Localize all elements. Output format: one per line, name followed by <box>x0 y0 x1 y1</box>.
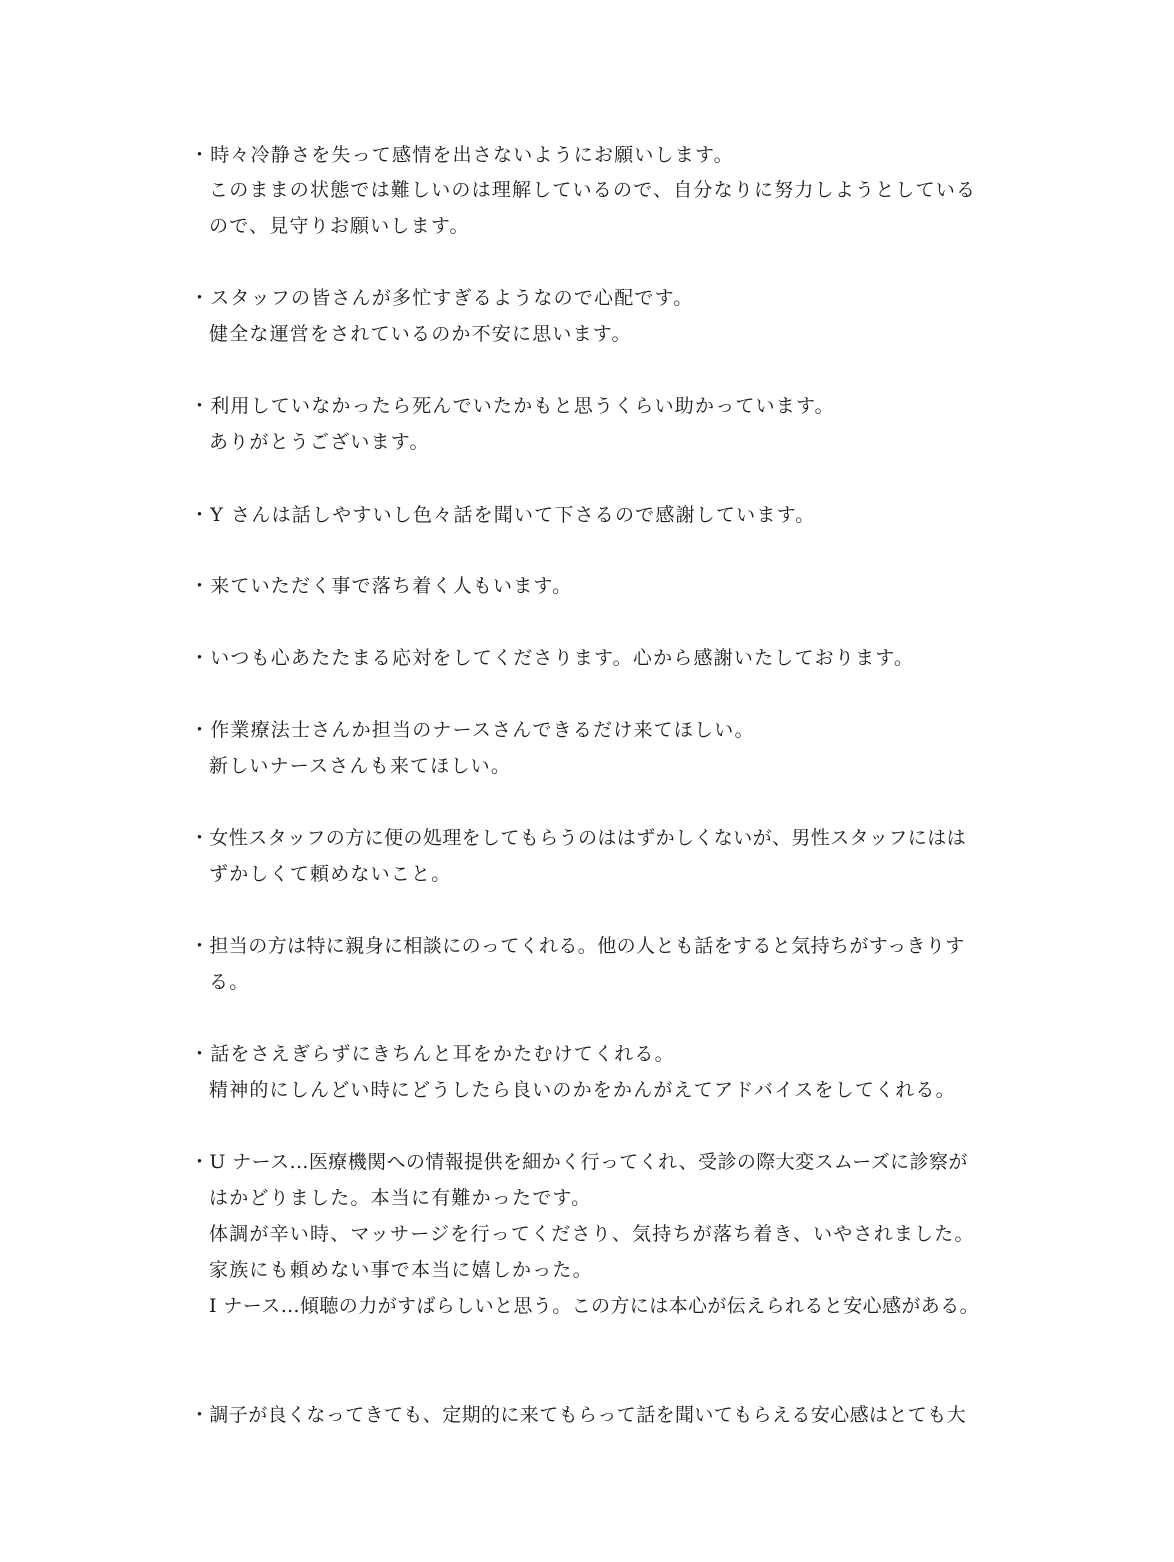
entry-line: ・いつも心あたたまる応対をしてくださります。心から感謝いたしております。 <box>190 647 915 669</box>
entry-line: ・来ていただく事で落ち着く人もいます。 <box>190 575 573 597</box>
entry-line: ・U ナース…医療機関への情報提供を細かく行ってくれ、受診の際大変スムーズに診察が <box>190 1151 968 1173</box>
entry-line: このままの状態では難しいのは理解しているので、自分なりに努力しようとしている <box>209 179 977 201</box>
entry-line: ・Y さんは話しやすいし色々話を聞いて下さるので感謝しています。 <box>190 504 816 526</box>
entry-line: 精神的にしんどい時にどうしたら良いのかをかんがえてアドバイスをしてくれる。 <box>209 1079 956 1101</box>
entry-line: ・女性スタッフの方に便の処理をしてもらうのははずかしくないが、男性スタッフにはは <box>190 827 967 849</box>
entry-line: I ナース…傾聴の力がすばらしいと思う。この方には本心が伝えられると安心感がある。 <box>209 1295 979 1317</box>
entry-line: 新しいナースさんも来てほしい。 <box>209 755 512 777</box>
entry-line: ・調子が良くなってきても、定期的に来てもらって話を聞いてもらえる安心感はとても大 <box>190 1404 967 1426</box>
entry-line: ・担当の方は特に親身に相談にのってくれる。他の人とも話をすると気持ちがすっきりす <box>190 935 965 957</box>
entry-line: ・スタッフの皆さんが多忙すぎるようなので心配です。 <box>190 287 694 309</box>
entry-line: 体調が辛い時、マッサージを行ってくださり、気持ちが落ち着き、いやされました。 <box>209 1223 975 1245</box>
entry-line: ので、見守りお願いします。 <box>209 215 470 237</box>
entry-line: ・時々冷静さを失って感情を出さないようにお願いします。 <box>190 144 734 166</box>
entry-line: 家族にも頼めない事で本当に嬉しかった。 <box>209 1259 593 1281</box>
entry-line: ・話をさえぎらずにきちんと耳をかたむけてくれる。 <box>190 1043 675 1065</box>
entry-line: ・利用していなかったら死んでいたかもと思うくらい助かっています。 <box>190 395 835 417</box>
entry-line: ・作業療法士さんか担当のナースさんできるだけ来てほしい。 <box>190 719 755 741</box>
entry-line: 健全な運営をされているのか不安に思います。 <box>209 323 632 345</box>
entry-line: ずかしくて頼めないこと。 <box>209 863 452 885</box>
entry-line: ありがとうございます。 <box>209 431 430 453</box>
entry-line: はかどりました。本当に有難かったです。 <box>209 1187 592 1209</box>
entry-line: る。 <box>209 971 250 993</box>
